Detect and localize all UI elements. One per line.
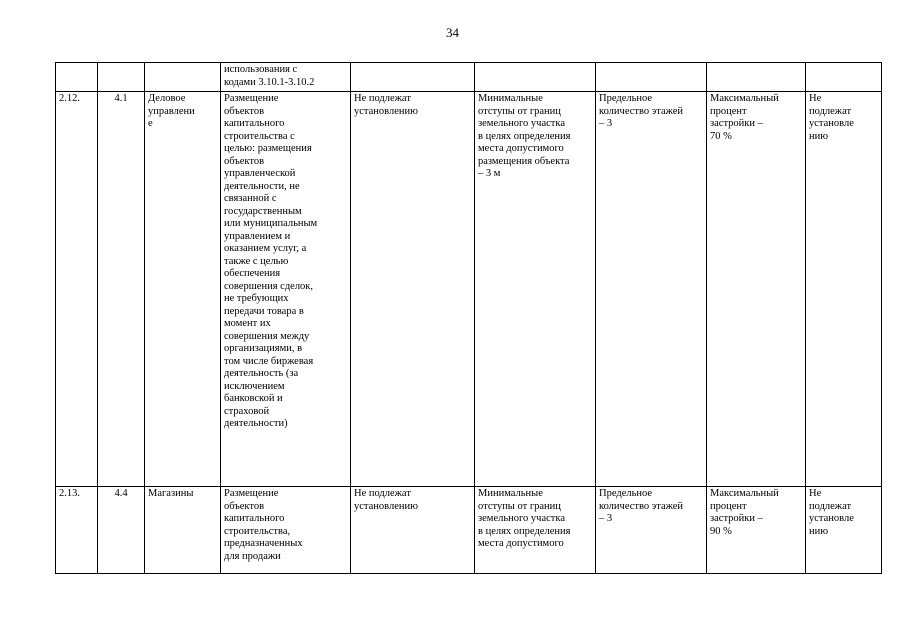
cell-line: Не <box>809 93 822 104</box>
cell-line: в целях определения <box>478 130 571 142</box>
cell-line: установлению <box>354 105 418 117</box>
cell-line: подлежат <box>809 105 852 117</box>
cell-line: Предельное <box>599 488 653 499</box>
cell-line: управлением и <box>224 230 291 242</box>
table-row-continuation <box>56 63 882 92</box>
cell-code: 4.4 <box>98 487 145 574</box>
cell-line: Деловое <box>148 93 186 104</box>
cell-line: отступы от границ <box>478 500 561 512</box>
cell-line: застройки – <box>710 513 763 524</box>
cell-line: 70 % <box>710 130 732 142</box>
cell-line: объектов <box>224 155 265 167</box>
cell-line: е <box>148 118 153 129</box>
cell-line: момент их <box>224 318 271 329</box>
page-number: 34 <box>446 25 459 40</box>
cell-line: совершения сделок, <box>224 280 314 292</box>
cell-line: не требующих <box>224 293 289 304</box>
cell-line: управленческой <box>224 168 296 179</box>
cell-line: связанной с <box>224 193 277 204</box>
cell-line: целью: размещения <box>224 143 312 154</box>
cell-line: застройки – <box>710 118 763 129</box>
cell-line: размещения объекта <box>478 155 570 167</box>
cell-line: исключением <box>224 380 285 392</box>
cell-line: установлению <box>354 500 418 512</box>
cell-other <box>806 487 882 574</box>
cell-line: деятельность (за <box>224 368 299 379</box>
cell-line: количество этажей <box>599 105 684 117</box>
cell-line: 90 % <box>710 525 732 537</box>
cell-line: объектов <box>224 105 265 117</box>
cell-other <box>806 63 882 92</box>
cell-line: места допустимого <box>478 538 564 549</box>
cell-line: Предельное <box>599 93 653 104</box>
cell-setbacks <box>475 487 596 574</box>
cell-line: объектов <box>224 500 265 512</box>
cell-line: Не подлежат <box>354 93 411 104</box>
cell-line: отступы от границ <box>478 105 561 117</box>
zoning-regulations-table <box>55 62 882 574</box>
cell-num: 2.12. <box>56 92 98 487</box>
cell-line: деятельности) <box>224 418 288 429</box>
cell-coverage <box>707 63 806 92</box>
cell-coverage <box>707 92 806 487</box>
cell-description <box>221 63 351 92</box>
cell-code <box>98 63 145 92</box>
cell-line: нию <box>809 525 829 537</box>
cell-line: Размещение <box>224 93 279 104</box>
description-line: использования с <box>224 64 298 75</box>
cell-setbacks <box>475 92 596 487</box>
cell-setbacks <box>475 63 596 92</box>
cell-area-limits <box>351 92 475 487</box>
cell-line: капитального <box>224 118 285 129</box>
cell-num: 2.13. <box>56 487 98 574</box>
cell-line: передачи товара в <box>224 305 304 317</box>
table-row <box>56 92 882 487</box>
cell-line: в целях определения <box>478 525 571 537</box>
cell-line: количество этажей <box>599 500 684 512</box>
cell-line: нию <box>809 130 829 142</box>
cell-description <box>221 487 351 574</box>
cell-line: капитального <box>224 513 285 524</box>
cell-floors <box>596 487 707 574</box>
cell-name <box>145 487 221 574</box>
cell-line: том числе биржевая <box>224 355 314 367</box>
cell-line: Максимальный <box>710 488 779 499</box>
cell-num <box>56 63 98 92</box>
cell-line: также с целью <box>224 255 289 267</box>
cell-line: – 3 <box>599 118 613 129</box>
cell-line: Магазины <box>148 488 194 499</box>
cell-name <box>145 92 221 487</box>
cell-line: процент <box>710 500 747 512</box>
cell-line: Не <box>809 488 822 499</box>
cell-line: процент <box>710 105 747 117</box>
cell-line: – 3 м <box>478 168 501 179</box>
table-row <box>56 487 882 574</box>
cell-line: земельного участка <box>478 513 565 524</box>
cell-line: оказанием услуг, а <box>224 243 307 254</box>
cell-area-limits <box>351 63 475 92</box>
description-line: кодами 3.10.1-3.10.2 <box>224 76 315 88</box>
cell-name <box>145 63 221 92</box>
cell-description <box>221 92 351 487</box>
cell-line: управлени <box>148 105 195 117</box>
cell-line: совершения между <box>224 330 310 342</box>
cell-line: организациями, в <box>224 343 303 354</box>
cell-line: Минимальные <box>478 488 543 499</box>
cell-code: 4.1 <box>98 92 145 487</box>
cell-line: страховой <box>224 405 270 417</box>
cell-line: установле <box>809 513 854 524</box>
cell-line: деятельности, не <box>224 180 300 192</box>
cell-coverage <box>707 487 806 574</box>
cell-line: установле <box>809 118 854 129</box>
cell-line: для продажи <box>224 550 281 562</box>
cell-line: предназначенных <box>224 538 303 549</box>
cell-line: обеспечения <box>224 268 281 279</box>
cell-line: места допустимого <box>478 143 564 154</box>
cell-floors <box>596 92 707 487</box>
cell-line: государственным <box>224 205 302 217</box>
cell-line: Не подлежат <box>354 488 411 499</box>
cell-line: или муниципальным <box>224 218 318 229</box>
cell-line: строительства, <box>224 525 291 537</box>
cell-other <box>806 92 882 487</box>
cell-line: банковской и <box>224 393 283 404</box>
cell-line: строительства с <box>224 130 295 142</box>
cell-line: подлежат <box>809 500 852 512</box>
cell-line: Размещение <box>224 488 279 499</box>
cell-line: – 3 <box>599 513 613 524</box>
cell-line: земельного участка <box>478 118 565 129</box>
cell-area-limits <box>351 487 475 574</box>
cell-floors <box>596 63 707 92</box>
cell-line: Максимальный <box>710 93 779 104</box>
cell-line: Минимальные <box>478 93 543 104</box>
